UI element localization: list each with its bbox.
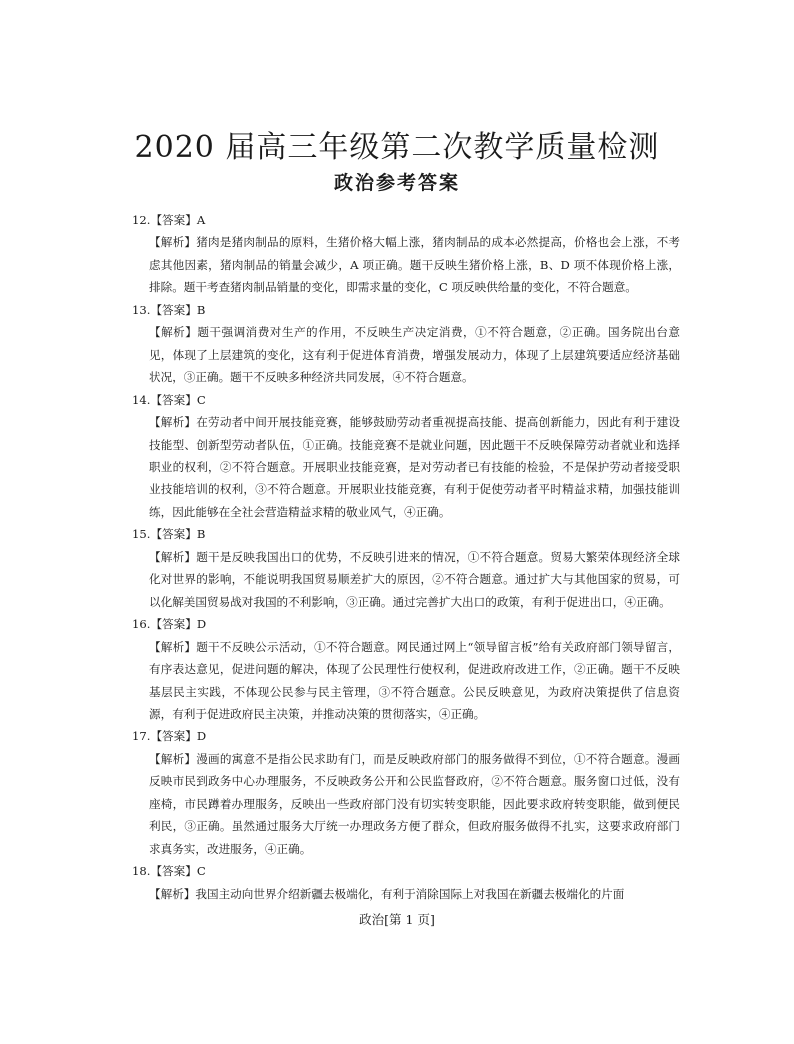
answer-line	[132, 209, 680, 231]
question-item	[132, 389, 680, 524]
analysis-paragraph	[132, 231, 680, 298]
analysis-paragraph	[132, 883, 680, 905]
analysis-label: 【解析】	[149, 639, 197, 654]
answer-line	[132, 860, 680, 882]
answer-label: 【答案】	[150, 392, 197, 407]
answer-label: 【答案】	[150, 617, 197, 632]
analysis-paragraph	[132, 411, 680, 523]
question-number: 17.	[132, 729, 151, 744]
question-item	[132, 860, 680, 905]
page-footer: 政治[第 1 页]	[359, 912, 435, 927]
analysis-label: 【解析】	[149, 415, 197, 430]
analysis-text: 题干强调消费对生产的作用，不反映生产决定消费，①不符合题意，②正确。国务院出台意见，体现了上层建筑的变化，这有利于促进体育消费，增强发展动力，体现了上层建筑要适应经济基础状况，③正确。题干不反映多种经济共同发展，④不符合题意。	[149, 325, 680, 385]
answer-value: B	[196, 302, 206, 317]
question-number: 16.	[132, 617, 151, 632]
answer-line	[132, 299, 680, 321]
answer-value: A	[196, 213, 206, 227]
analysis-text: 猪肉是猪肉制品的原料，生猪价格大幅上涨，猪肉制品的成本必然提高，价格也会上涨，不考虑其他因素，猪肉制品的销量会减少，A 项正确。题干反映生猪价格上涨，B、D 项不体现价格上涨，排除。题干考查猪肉制品销量的变化，即需求量的变化，C 项反映供给量的变化，不符合题意。	[149, 235, 680, 295]
answer-line	[132, 725, 680, 747]
answer-label: 【答案】	[150, 864, 197, 879]
answer-line	[132, 389, 680, 411]
answer-value: D	[196, 729, 207, 744]
question-number: 14.	[132, 392, 151, 407]
analysis-paragraph	[132, 636, 680, 726]
question-item	[132, 299, 680, 389]
analysis-text: 题干不反映公示活动，①不符合题意。网民通过网上“领导留言板”给有关政府部门领导留言，有序表达意见，促进问题的解决，体现了公民理性行使权利，促进政府改进工作，②正确。题干不反映基层民主实践，不体现公民参与民主管理，③不符合题意。公民反映意见，为政府决策提供了信息资源，有利于促进政府民主决策，并推动决策的贯彻落实，④正确。	[149, 639, 680, 721]
analysis-text: 在劳动者中间开展技能竞赛，能够鼓励劳动者重视提高技能、提高创新能力，因此有利于建设技能型、创新型劳动者队伍，①正确。技能竞赛不是就业问题，因此题干不反映保障劳动者就业和选择职业的权利，②不符合题意。开展职业技能竞赛，是对劳动者已有技能的检验，不是保护劳动者接受职业技能培训的权利，③不符合题意。开展职业技能竞赛，有利于促使劳动者平时精益求精，加强技能训练，因此能够在全社会营造精益求精的敬业风气，④正确。	[149, 415, 680, 519]
answer-list	[132, 209, 680, 905]
answer-value: D	[196, 617, 207, 632]
document-title: 2020 届高三年级第二次教学质量检测	[134, 130, 660, 165]
question-item	[132, 209, 680, 299]
question-number: 18.	[132, 864, 151, 879]
question-number: 12.	[132, 213, 151, 227]
answer-label: 【答案】	[150, 729, 197, 744]
analysis-text: 题干是反映我国出口的优势，不反映引进来的情况，①不符合题意。贸易大繁荣体现经济全球化对世界的影响，不能说明我国贸易顺差扩大的原因，②不符合题意。通过扩大与其他国家的贸易，可以化解美国贸易战对我国的不利影响，③正确。通过完善扩大出口的政策，有利于促进出口，④正确。	[149, 549, 680, 609]
answer-line	[132, 613, 680, 635]
analysis-paragraph	[132, 321, 680, 388]
question-item	[132, 725, 680, 860]
analysis-text: 漫画的寓意不是指公民求助有门，而是反映政府部门的服务做得不到位，①不符合题意。漫画反映市民到政务中心办理服务，不反映政务公开和公民监督政府，②不符合题意。服务窗口过低，没有座椅，市民蹲着办理服务，反映出一些政府部门没有切实转变职能，因此要求政府转变职能，做到便民利民，③正确。虽然通过服务大厅统一办理政务方便了群众，但政府服务做得不扎实，这要求政府部门求真务实，改进服务，④正确。	[149, 751, 680, 856]
document-subtitle: 政治参考答案	[333, 172, 460, 194]
answer-label: 【答案】	[150, 213, 197, 227]
analysis-label: 【解析】	[149, 325, 198, 340]
analysis-text: 我国主动向世界介绍新疆去极端化，有利于消除国际上对我国在新疆去极端化的片面	[195, 886, 625, 901]
analysis-label: 【解析】	[149, 751, 197, 766]
analysis-paragraph	[132, 546, 680, 613]
answer-value: B	[196, 527, 206, 542]
analysis-label: 【解析】	[149, 886, 196, 901]
question-item	[132, 613, 680, 725]
analysis-label: 【解析】	[149, 549, 197, 564]
answer-line	[132, 523, 680, 545]
analysis-label: 【解析】	[149, 235, 197, 250]
question-number: 13.	[132, 302, 151, 317]
question-number: 15.	[132, 527, 151, 542]
answer-value: C	[196, 864, 206, 879]
question-item	[132, 523, 680, 613]
answer-value: C	[196, 392, 206, 407]
analysis-paragraph	[132, 748, 680, 860]
answer-label: 【答案】	[150, 527, 197, 542]
answer-label: 【答案】	[150, 302, 197, 317]
